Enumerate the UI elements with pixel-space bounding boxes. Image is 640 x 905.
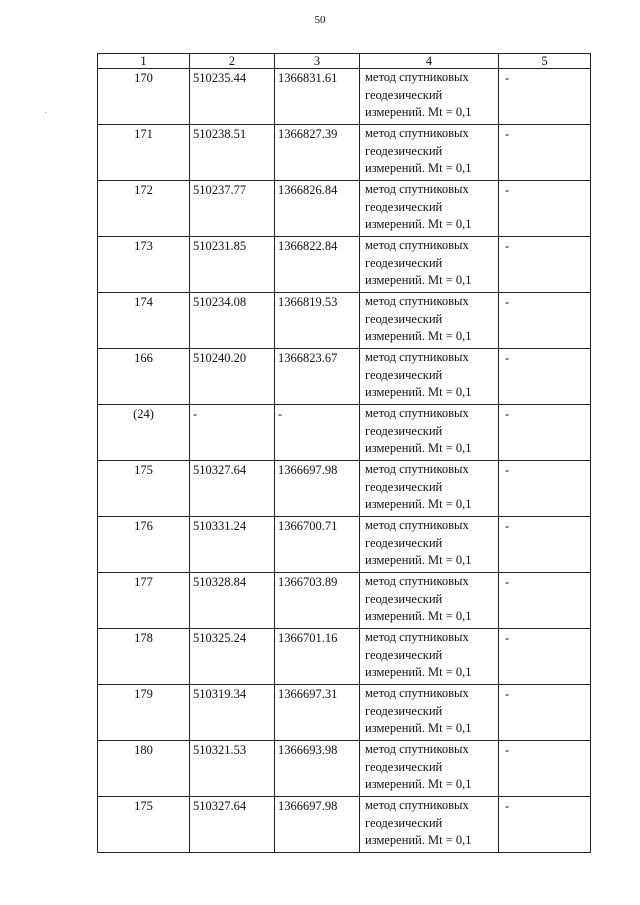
coord-x: 510237.77 — [190, 181, 275, 237]
method-description — [360, 69, 499, 125]
method-description — [360, 797, 499, 853]
table-row — [98, 293, 591, 349]
method-description — [360, 461, 499, 517]
method-line: геодезический — [365, 423, 443, 438]
method-line: измерений. Mt = 0,1 — [365, 609, 472, 623]
coord-x: 510238.51 — [190, 125, 275, 181]
coord-x: 510327.64 — [190, 797, 275, 853]
point-number: 175 — [98, 461, 190, 517]
method-line: метод спутниковых — [365, 70, 469, 84]
method-line: измерений. Mt = 0,1 — [365, 721, 472, 735]
table-row — [98, 573, 591, 629]
note: - — [499, 741, 591, 797]
point-number: 177 — [98, 573, 190, 629]
point-number: 180 — [98, 741, 190, 797]
coord-y: 1366693.98 — [275, 741, 360, 797]
method-description — [360, 405, 499, 461]
note: - — [499, 573, 591, 629]
method-line: измерений. Mt = 0,1 — [365, 665, 472, 679]
note: - — [499, 405, 591, 461]
method-line: метод спутниковых — [365, 630, 469, 644]
coord-y: 1366701.16 — [275, 629, 360, 685]
method-line: измерений. Mt = 0,1 — [365, 273, 472, 287]
method-description — [360, 741, 499, 797]
coord-x: 510234.08 — [190, 293, 275, 349]
method-line: измерений. Mt = 0,1 — [365, 441, 472, 455]
method-description — [360, 685, 499, 741]
coord-y: 1366831.61 — [275, 69, 360, 125]
method-line: геодезический — [365, 255, 443, 270]
method-line: измерений. Mt = 0,1 — [365, 553, 472, 567]
coordinates-table — [97, 53, 591, 853]
note: - — [499, 237, 591, 293]
coord-y: 1366697.98 — [275, 461, 360, 517]
coord-y: 1366703.89 — [275, 573, 360, 629]
note: - — [499, 69, 591, 125]
method-line: метод спутниковых — [365, 294, 469, 308]
coord-x: 510331.24 — [190, 517, 275, 573]
method-line: измерений. Mt = 0,1 — [365, 105, 472, 119]
note: - — [499, 797, 591, 853]
table-row — [98, 797, 591, 853]
method-line: метод спутниковых — [365, 350, 469, 364]
note: - — [499, 461, 591, 517]
method-line: метод спутниковых — [365, 126, 469, 140]
point-number: 173 — [98, 237, 190, 293]
table-row — [98, 461, 591, 517]
table-row — [98, 685, 591, 741]
header-col-4: 4 — [360, 54, 499, 69]
coord-x: 510321.53 — [190, 741, 275, 797]
scan-mark: · — [44, 108, 48, 119]
note: - — [499, 517, 591, 573]
method-line: измерений. Mt = 0,1 — [365, 777, 472, 791]
coord-y: 1366697.31 — [275, 685, 360, 741]
method-line: измерений. Mt = 0,1 — [365, 329, 472, 343]
coord-x: 510319.34 — [190, 685, 275, 741]
method-line: измерений. Mt = 0,1 — [365, 161, 472, 175]
method-line: геодезический — [365, 759, 443, 774]
method-line: метод спутниковых — [365, 238, 469, 252]
point-number: 171 — [98, 125, 190, 181]
header-col-2: 2 — [190, 54, 275, 69]
coord-x: 510328.84 — [190, 573, 275, 629]
coord-y: 1366819.53 — [275, 293, 360, 349]
method-description — [360, 237, 499, 293]
point-number: 174 — [98, 293, 190, 349]
method-line: метод спутниковых — [365, 462, 469, 476]
header-col-5: 5 — [499, 54, 591, 69]
method-description — [360, 349, 499, 405]
table-header-row — [98, 54, 591, 69]
coord-y: 1366700.71 — [275, 517, 360, 573]
note: - — [499, 685, 591, 741]
method-line: измерений. Mt = 0,1 — [365, 385, 472, 399]
method-line: метод спутниковых — [365, 574, 469, 588]
table-row — [98, 405, 591, 461]
page-number: 50 — [314, 14, 326, 26]
method-description — [360, 573, 499, 629]
header-col-3: 3 — [275, 54, 360, 69]
method-line: измерений. Mt = 0,1 — [365, 833, 472, 847]
note: - — [499, 181, 591, 237]
method-description — [360, 181, 499, 237]
coord-x: 510235.44 — [190, 69, 275, 125]
method-line: измерений. Mt = 0,1 — [365, 217, 472, 231]
method-line: геодезический — [365, 143, 443, 158]
point-number: 166 — [98, 349, 190, 405]
method-line: геодезический — [365, 199, 443, 214]
note: - — [499, 349, 591, 405]
table-row — [98, 237, 591, 293]
header-col-1: 1 — [98, 54, 190, 69]
method-description — [360, 629, 499, 685]
method-line: метод спутниковых — [365, 798, 469, 812]
method-line: метод спутниковых — [365, 742, 469, 756]
table-row — [98, 629, 591, 685]
method-description — [360, 293, 499, 349]
method-line: геодезический — [365, 367, 443, 382]
point-number: 178 — [98, 629, 190, 685]
method-line: геодезический — [365, 647, 443, 662]
coord-y: 1366822.84 — [275, 237, 360, 293]
method-description — [360, 517, 499, 573]
method-line: геодезический — [365, 591, 443, 606]
coord-y: 1366823.67 — [275, 349, 360, 405]
method-line: геодезический — [365, 311, 443, 326]
note: - — [499, 125, 591, 181]
coord-y: 1366697.98 — [275, 797, 360, 853]
table-row — [98, 69, 591, 125]
coord-x: 510240.20 — [190, 349, 275, 405]
method-description — [360, 125, 499, 181]
note: - — [499, 293, 591, 349]
method-line: геодезический — [365, 703, 443, 718]
method-line: геодезический — [365, 815, 443, 830]
method-line: геодезический — [365, 87, 443, 102]
coord-x: 510327.64 — [190, 461, 275, 517]
coord-y: - — [275, 405, 360, 461]
method-line: измерений. Mt = 0,1 — [365, 497, 472, 511]
note: - — [499, 629, 591, 685]
coord-x: 510325.24 — [190, 629, 275, 685]
table-row — [98, 349, 591, 405]
coord-y: 1366827.39 — [275, 125, 360, 181]
method-line: метод спутниковых — [365, 182, 469, 196]
method-line: метод спутниковых — [365, 406, 469, 420]
point-number: 170 — [98, 69, 190, 125]
table-row — [98, 517, 591, 573]
table-body — [98, 69, 591, 853]
point-number: 176 — [98, 517, 190, 573]
table-row — [98, 125, 591, 181]
point-number: 172 — [98, 181, 190, 237]
point-number: (24) — [98, 405, 190, 461]
point-number: 179 — [98, 685, 190, 741]
coord-x: - — [190, 405, 275, 461]
table-row — [98, 741, 591, 797]
method-line: геодезический — [365, 479, 443, 494]
method-line: метод спутниковых — [365, 686, 469, 700]
method-line: метод спутниковых — [365, 518, 469, 532]
coord-x: 510231.85 — [190, 237, 275, 293]
method-line: геодезический — [365, 535, 443, 550]
coord-y: 1366826.84 — [275, 181, 360, 237]
point-number: 175 — [98, 797, 190, 853]
table-row — [98, 181, 591, 237]
